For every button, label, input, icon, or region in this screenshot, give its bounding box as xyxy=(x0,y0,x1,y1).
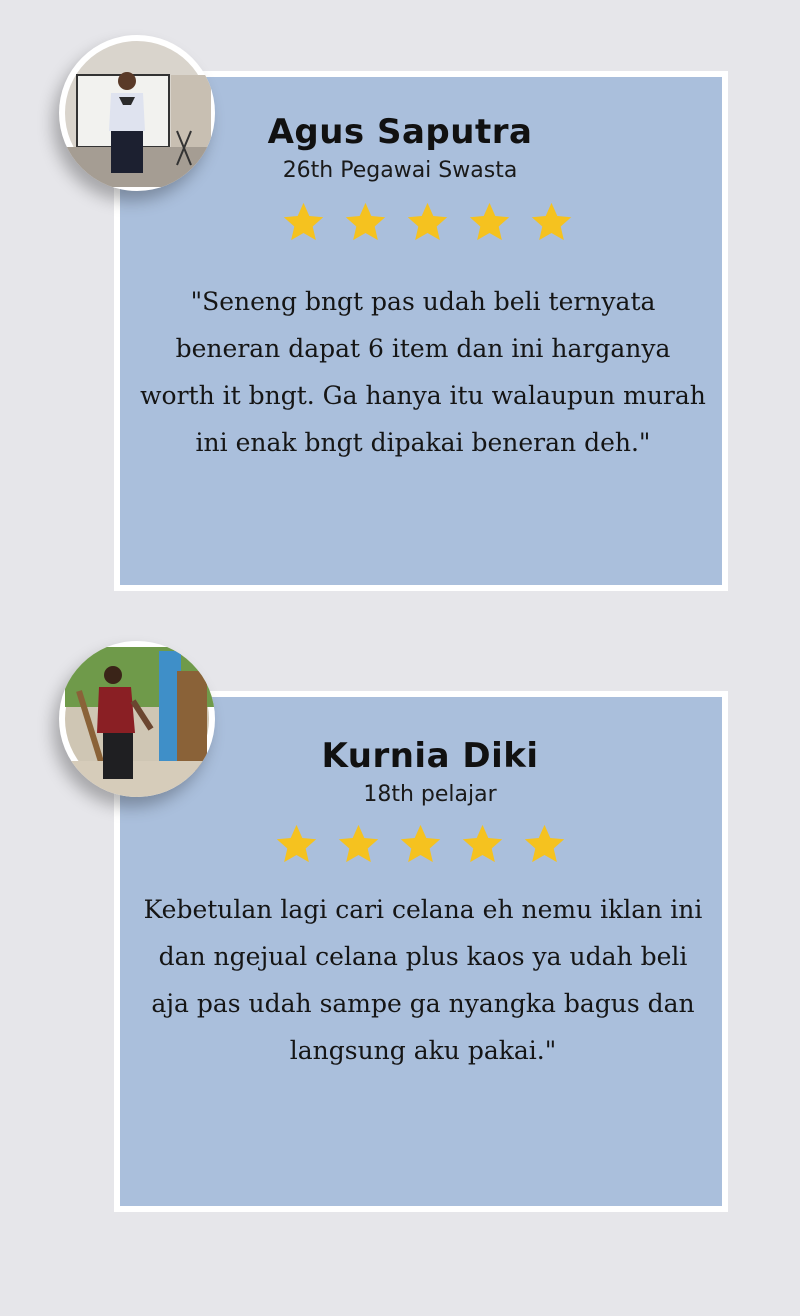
star-icon xyxy=(336,822,381,867)
testimonial-quote: "Seneng bngt pas udah beli ternyata beneran dapat 6 item dan ini harganya worth it bngt. Ga hanya itu walaupun murah ini enak bngt dipakai beneran deh." xyxy=(140,287,706,457)
reviewer-role: 18th pelajar xyxy=(363,782,497,807)
star-icon xyxy=(281,200,326,245)
star-icon xyxy=(343,200,388,245)
star-icon xyxy=(467,200,512,245)
star-icon xyxy=(460,822,505,867)
star-rating xyxy=(281,200,574,245)
reviewer-role: 26th Pegawai Swasta xyxy=(282,158,518,183)
star-icon xyxy=(405,200,450,245)
reviewer-name: Kurnia Diki xyxy=(321,736,539,776)
star-icon xyxy=(274,822,319,867)
star-icon xyxy=(398,822,443,867)
reviewer-name: Agus Saputra xyxy=(267,112,533,152)
star-icon xyxy=(529,200,574,245)
star-rating xyxy=(274,822,567,867)
testimonial-quote: Kebetulan lagi cari celana eh nemu iklan ini dan ngejual celana plus kaos ya udah beli aja pas udah sampe ga nyangka bagus dan langsung aku pakai." xyxy=(143,895,703,1065)
star-icon xyxy=(522,822,567,867)
